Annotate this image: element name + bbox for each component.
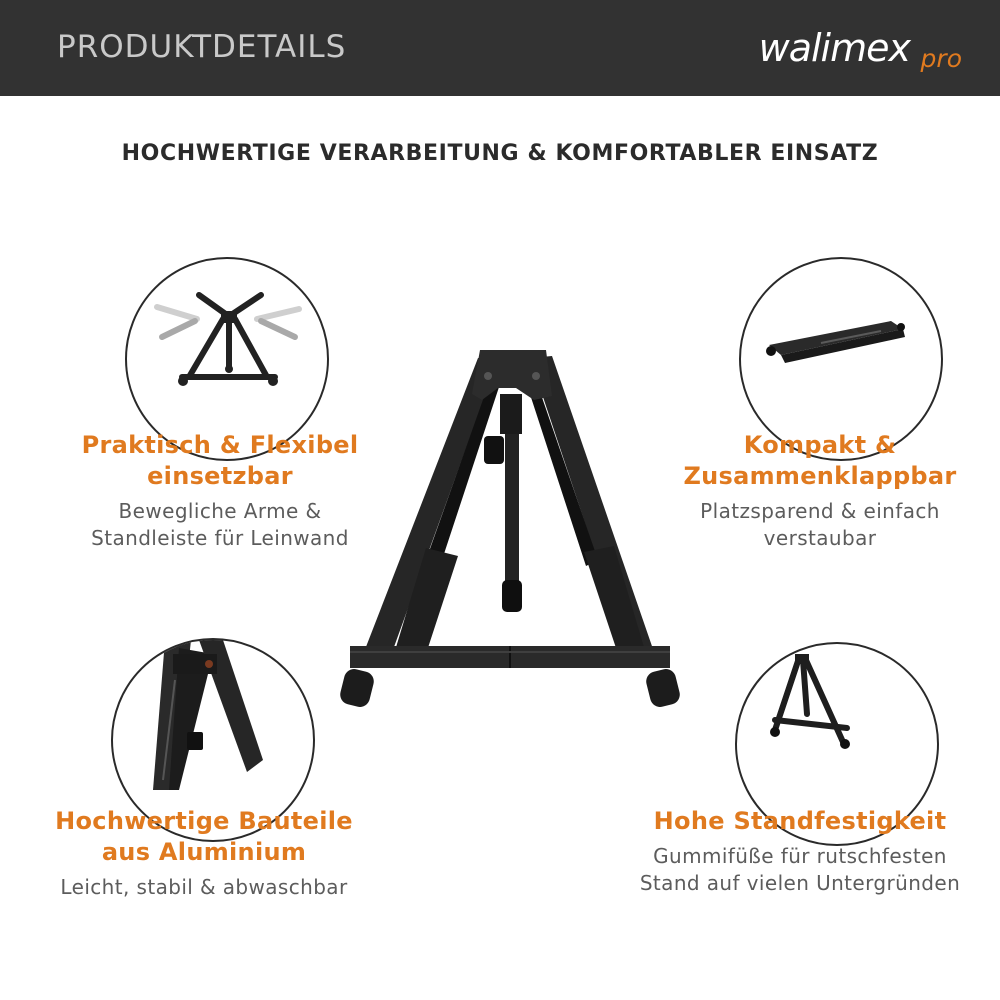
- feature-stability: [600, 806, 1000, 897]
- feature-description: [600, 843, 1000, 897]
- page-headline: HOCHWERTIGE VERARBEITUNG & KOMFORTABLER EINSATZ: [121, 141, 879, 166]
- feature-description-line: Leicht, stabil & abwaschbar: [60, 875, 348, 899]
- feature-title: Zusammenklappbar: [683, 462, 957, 490]
- feature-description: [620, 498, 1000, 552]
- feature-description: [20, 498, 420, 552]
- feature-title: Praktisch & Flexibel: [81, 431, 359, 459]
- feature-description-line: Standleiste für Leinwand: [91, 526, 349, 550]
- feature-title: Hohe Standfestigkeit: [653, 807, 947, 835]
- feature-title: aus Aluminium: [101, 838, 307, 866]
- feature-compact: [620, 430, 1000, 552]
- header-bar: [0, 0, 1000, 96]
- feature-flexibility: [20, 430, 420, 552]
- feature-title: einsetzbar: [147, 462, 293, 490]
- feature-description: [4, 874, 404, 901]
- logo-main-text: walimex: [758, 26, 910, 70]
- feature-description-line: Stand auf vielen Untergründen: [639, 871, 961, 895]
- brand-logo: [742, 24, 962, 74]
- feature-aluminium: [4, 806, 404, 901]
- feature-description-line: Bewegliche Arme &: [118, 499, 322, 523]
- feature-description-line: verstaubar: [763, 526, 877, 550]
- feature-description-line: Gummifüße für rutschfesten: [653, 844, 947, 868]
- header-title: PRODUKTDETAILS: [57, 29, 347, 65]
- feature-title: Hochwertige Bauteile: [55, 807, 353, 835]
- feature-title: Kompakt &: [743, 431, 897, 459]
- logo-sub-text: pro: [920, 44, 962, 73]
- feature-description-line: Platzsparend & einfach: [700, 499, 940, 523]
